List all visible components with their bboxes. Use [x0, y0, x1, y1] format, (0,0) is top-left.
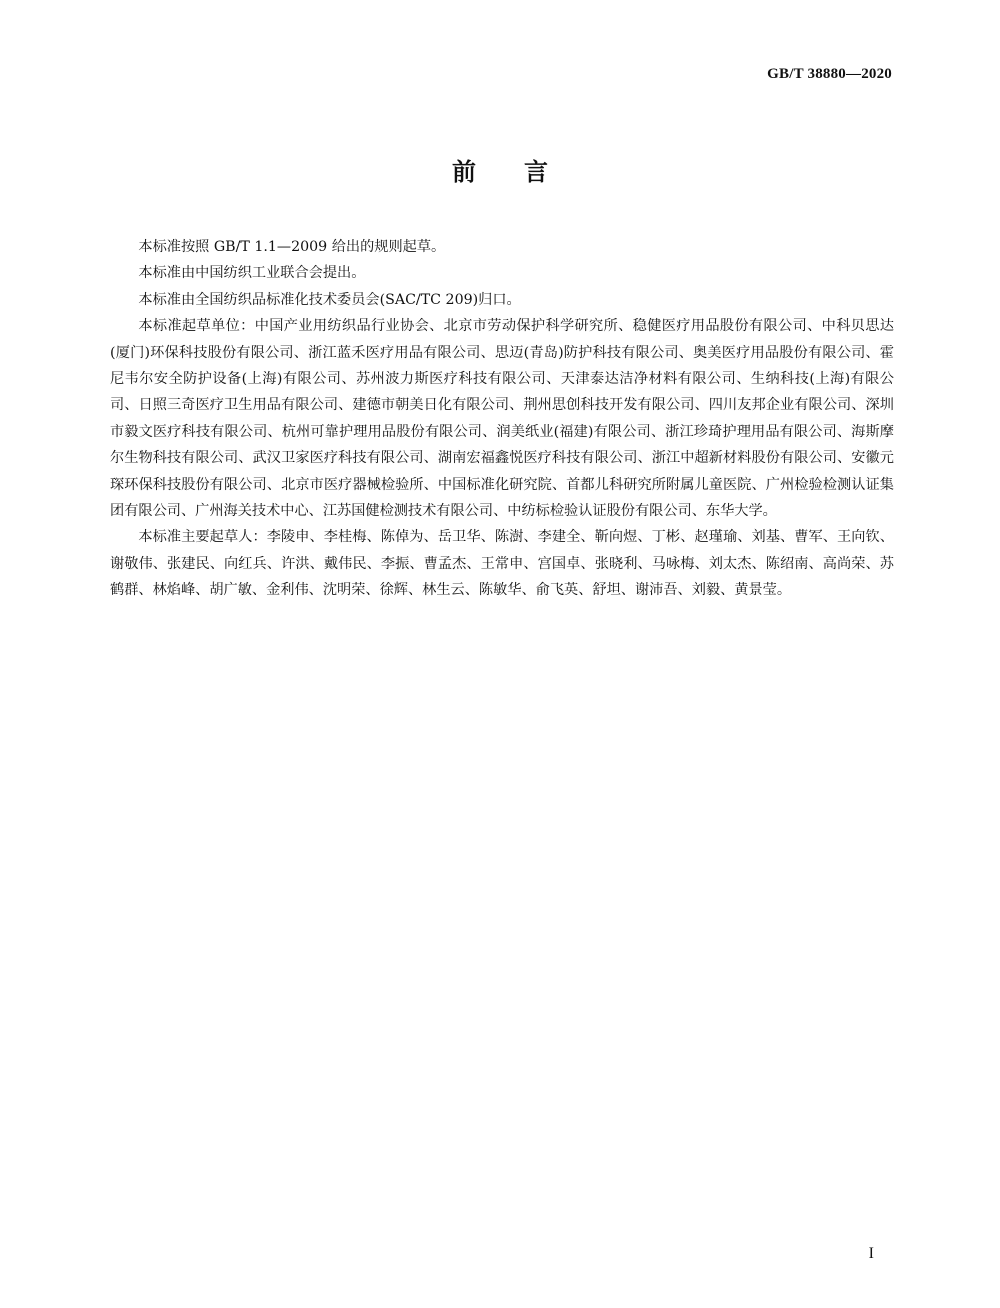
page-title: 前言	[452, 158, 596, 186]
paragraph-main-drafters: 本标准主要起草人：李陵申、李桂梅、陈倬为、岳卫华、陈澍、李建全、靳向煜、丁彬、赵瑾瑜、刘基、曹军、王向钦、谢敬伟、张建民、向红兵、许洪、戴伟民、李振、曹孟杰、王常申、宫国卓、张晓利、马咏梅、刘太杰、陈绍南、高尚荣、苏鹤群、林焰峰、胡广敏、金利伟、沈明荣、徐辉、林生云、陈敏华、俞飞英、舒坦、谢沛吾、刘毅、黄景莹。	[110, 529, 894, 599]
paragraph-drafting-units: 本标准起草单位：中国产业用纺织品行业协会、北京市劳动保护科学研究所、稳健医疗用品股份有限公司、中科贝思达(厦门)环保科技股份有限公司、浙江蓝禾医疗用品有限公司、思迈(青岛)防护科技有限公司、奥美医疗用品股份有限公司、霍尼韦尔安全防护设备(上海)有限公司、苏州波力斯医疗科技有限公司、天津泰达洁净材料有限公司、生纳科技(上海)有限公司、日照三奇医疗卫生用品有限公司、建德市朝美日化有限公司、荆州思创科技开发有限公司、四川友邦企业有限公司、深圳市毅文医疗科技有限公司、杭州可靠护理用品股份有限公司、润美纸业(福建)有限公司、浙江珍琦护理用品有限公司、海斯摩尔生物科技有限公司、武汉卫家医疗科技有限公司、湖南宏福鑫悦医疗科技有限公司、浙江中超新材料股份有限公司、安徽元琛环保科技股份有限公司、北京市医疗器械检验所、中国标准化研究院、首都儿科研究所附属儿童医院、广州检验检测认证集团有限公司、广州海关技术中心、江苏国健检测技术有限公司、中纺标检验认证股份有限公司、东华大学。	[110, 318, 894, 520]
page-number: I	[868, 1245, 874, 1262]
paragraph-drafting-rules: 本标准按照 GB/T 1.1—2009 给出的规则起草。	[138, 239, 446, 255]
foreword-body	[110, 234, 894, 604]
standard-number: GB/T 38880—2020	[767, 66, 892, 82]
paragraph-under-jurisdiction: 本标准由全国纺织品标准化技术委员会(SAC/TC 209)归口。	[138, 291, 521, 308]
paragraph-proposed-by: 本标准由中国纺织工业联合会提出。	[138, 265, 366, 282]
